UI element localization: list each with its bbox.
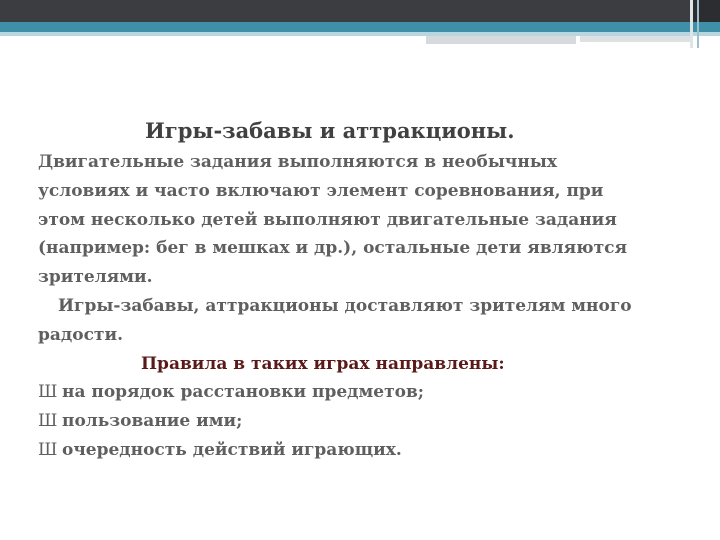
header-grey-accent-2 [580,36,690,42]
paragraph-2-line-1: Игры-забавы, аттракционы доставляют зрителям много [58,295,632,316]
header-teal-band [0,22,720,32]
slide-title: Игры-забавы и аттракционы. [145,118,515,143]
paragraph-1-line-2: условиях и часто включают элемент соревнования, при [38,180,604,201]
rules-heading: Правила в таких играх направлены: [141,353,505,374]
header-grey-accent [426,36,576,44]
rule-item [38,378,688,407]
paragraph-1-line-4: (например: бег в мешках и др.), остальные дети являются [38,238,628,259]
rule-item [38,436,688,465]
header-vertical-line-2 [697,0,699,48]
bullet-icon: Ш [38,411,58,432]
header-vertical-line [690,0,693,48]
rule-item [38,407,688,436]
header-dark-band [0,0,690,22]
bullet-icon: Ш [38,382,58,403]
paragraph-2-line-2: радости. [38,324,123,345]
rule-text: очередность действий играющих. [62,439,402,460]
rule-text: пользование ими; [62,411,243,432]
paragraph-1-line-5: зрителями. [38,267,153,288]
header-corner-block [690,0,720,22]
bullet-icon: Ш [38,439,58,460]
paragraph-1-line-3: этом несколько детей выполняют двигательные задания [38,209,617,230]
rule-text: на порядок расстановки предметов; [62,382,425,403]
slide-content [38,114,688,465]
paragraph-1-line-1: Двигательные задания выполняются в необычных [38,152,557,172]
